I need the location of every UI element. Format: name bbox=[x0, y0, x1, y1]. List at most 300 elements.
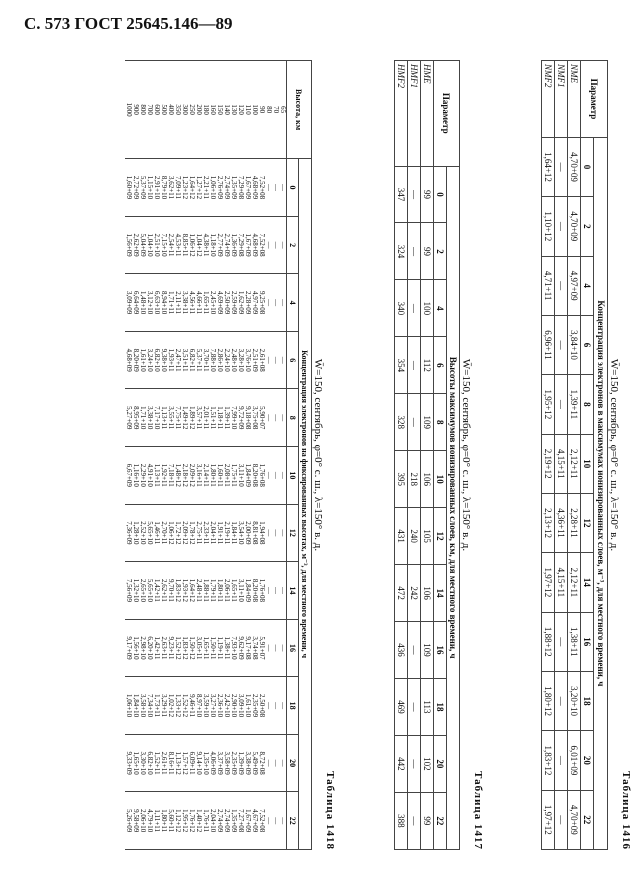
table-cell: 3,58+10 bbox=[139, 677, 146, 735]
table-row bbox=[237, 61, 244, 850]
table-cell: 2,65+10 bbox=[139, 562, 146, 620]
table-row bbox=[542, 61, 555, 850]
table-row bbox=[181, 61, 188, 850]
table-cell: 9,38+10 bbox=[160, 331, 167, 389]
table-cell: 7,09+11 bbox=[174, 159, 181, 217]
table-cell: 1,49+12 bbox=[181, 389, 188, 447]
table-cell: 3,05+11 bbox=[195, 619, 202, 677]
table-row bbox=[195, 61, 202, 850]
table-cell: 2,14+11 bbox=[202, 447, 209, 505]
table-row bbox=[167, 61, 174, 850]
hour-header: 6 bbox=[581, 315, 594, 374]
table-cell: 4,68+09 bbox=[251, 216, 258, 274]
table-cell: 242 bbox=[408, 565, 421, 622]
table-cell: 2,74+09 bbox=[223, 216, 230, 274]
table-cell: 100 bbox=[421, 280, 434, 337]
table-row bbox=[146, 61, 153, 850]
table-row bbox=[568, 61, 581, 850]
table-cell: 1,75+11 bbox=[230, 447, 237, 505]
table-cell: 2,35+09 bbox=[251, 677, 258, 735]
table-cell: 1,67+09 bbox=[244, 792, 251, 850]
table-cell: 112 bbox=[421, 337, 434, 394]
table-cell: 106 bbox=[421, 565, 434, 622]
table-cell: — bbox=[272, 331, 279, 389]
row-label: NMF2 bbox=[542, 61, 555, 138]
table-cell: 4,38+11 bbox=[202, 216, 209, 274]
table-row bbox=[188, 61, 195, 850]
table-cell: — bbox=[408, 394, 421, 451]
table-1417 bbox=[394, 60, 460, 850]
hour-header: 0 bbox=[434, 166, 447, 223]
table-cell: 1,65+11 bbox=[230, 562, 237, 620]
table-cell: 2,50+09 bbox=[223, 274, 230, 332]
table-cell: 2,54+11 bbox=[167, 216, 174, 274]
table-cell: — bbox=[555, 256, 568, 315]
table-cell: 1,12+12 bbox=[174, 792, 181, 850]
table-1416-subtitle: Концентрация электронов в максимумах ионизированных слоев, м⁻³, для местного времени, ч bbox=[594, 137, 608, 849]
table-cell: — bbox=[555, 731, 568, 790]
table-cell: 1,50+12 bbox=[188, 619, 195, 677]
table-cell: 1,32+10 bbox=[132, 562, 139, 620]
table-cell: 240 bbox=[408, 508, 421, 565]
height-label: 140 bbox=[223, 61, 230, 159]
table-cell: 7,52+08 bbox=[258, 159, 265, 217]
table-cell: 2,08+11 bbox=[223, 447, 230, 505]
height-label: 70 bbox=[272, 61, 279, 159]
table-cell: 9,72+09 bbox=[237, 389, 244, 447]
table-cell: 1,84+09 bbox=[244, 447, 251, 505]
hour-header: 16 bbox=[434, 622, 447, 679]
table-cell: — bbox=[265, 389, 272, 447]
table-cell: 2,36+10 bbox=[216, 677, 223, 735]
table-1418 bbox=[125, 60, 312, 850]
table-cell: 1,76+08 bbox=[258, 562, 265, 620]
table-cell: 1,93+11 bbox=[167, 331, 174, 389]
table-cell: 1,95+12 bbox=[181, 792, 188, 850]
table-row bbox=[174, 61, 181, 850]
table-cell: 1,80+12 bbox=[542, 671, 555, 730]
table-cell: — bbox=[279, 389, 287, 447]
table-cell: 7,17+10 bbox=[153, 389, 160, 447]
table-cell: 2,35+09 bbox=[230, 734, 237, 792]
table-cell: 3,57+11 bbox=[195, 389, 202, 447]
table-cell: — bbox=[279, 447, 287, 505]
table-cell: 7,88+10 bbox=[209, 331, 216, 389]
table-cell: 2,86+10 bbox=[216, 331, 223, 389]
table-cell: 5,90+07 bbox=[258, 389, 265, 447]
table-cell: 1,50+11 bbox=[209, 619, 216, 677]
table-cell: 9,17+09 bbox=[125, 619, 132, 677]
height-label: 180 bbox=[202, 61, 209, 159]
height-label: 700 bbox=[146, 61, 153, 159]
table-cell: 1,67+09 bbox=[244, 216, 251, 274]
table-cell: 347 bbox=[395, 166, 408, 223]
hour-header: 8 bbox=[434, 394, 447, 451]
table-cell: — bbox=[265, 159, 272, 217]
table-cell: 4,97+09 bbox=[568, 256, 581, 315]
table-cell: — bbox=[279, 734, 287, 792]
table-cell: — bbox=[265, 447, 272, 505]
table-cell: 2,28+09 bbox=[244, 274, 251, 332]
table-cell: 3,27+10 bbox=[209, 677, 216, 735]
row-label: HMF2 bbox=[395, 61, 408, 167]
table-cell: 1,88+12 bbox=[542, 612, 555, 671]
table-cell: 1,76+12 bbox=[188, 792, 195, 850]
height-label: 120 bbox=[237, 61, 244, 159]
table-cell: — bbox=[555, 137, 568, 196]
table-cell: 3,70+11 bbox=[202, 331, 209, 389]
table-cell: 3,09+10 bbox=[237, 677, 244, 735]
height-label: 500 bbox=[160, 61, 167, 159]
table-1417-title: W̄=150, сентябрь, φ=0° с. ш., λ=150° в. д. bbox=[460, 358, 472, 552]
table-cell: 8,95+09 bbox=[132, 389, 139, 447]
table-cell: 3,51+11 bbox=[181, 331, 188, 389]
table-row bbox=[216, 61, 223, 850]
table-cell: — bbox=[279, 274, 287, 332]
table-cell: 4,68+09 bbox=[125, 331, 132, 389]
table-cell: 472 bbox=[395, 565, 408, 622]
table-cell: 1,06+12 bbox=[188, 216, 195, 274]
table-cell: 2,59+09 bbox=[230, 274, 237, 332]
table-row bbox=[160, 61, 167, 850]
table-cell: 1,64+12 bbox=[188, 562, 195, 620]
table-cell: 2,47+11 bbox=[174, 331, 181, 389]
table-cell: 1,83+12 bbox=[174, 562, 181, 620]
table-cell: — bbox=[279, 619, 287, 677]
table-cell: 99 bbox=[421, 166, 434, 223]
table-cell: 1,57+12 bbox=[181, 734, 188, 792]
table-cell: — bbox=[555, 375, 568, 434]
table-cell: 1,48+10 bbox=[139, 274, 146, 332]
table-1418-block bbox=[125, 60, 336, 850]
height-label: 90 bbox=[258, 61, 265, 159]
table-cell: 2,45+10 bbox=[209, 274, 216, 332]
table-cell: 469 bbox=[395, 678, 408, 735]
table-cell: 1,80+11 bbox=[160, 792, 167, 850]
table-cell: 2,33+11 bbox=[202, 504, 209, 562]
table-cell: 388 bbox=[395, 792, 408, 849]
table-cell: 7,27+08 bbox=[237, 792, 244, 850]
table-cell: 1,15+10 bbox=[146, 159, 153, 217]
table-cell: 4,97+09 bbox=[251, 274, 258, 332]
table-cell: 4,06+09 bbox=[209, 734, 216, 792]
table-cell: 7,56+09 bbox=[125, 562, 132, 620]
table-cell: 395 bbox=[395, 451, 408, 508]
table-cell: — bbox=[408, 622, 421, 679]
hour-header: 2 bbox=[434, 223, 447, 280]
table-cell: 3,75+08 bbox=[251, 389, 258, 447]
table-cell: 1,36+09 bbox=[230, 216, 237, 274]
hour-header: 0 bbox=[287, 159, 299, 217]
hour-header: 16 bbox=[287, 619, 299, 677]
table-cell: 7,52+08 bbox=[258, 216, 265, 274]
table-cell: 8,16+11 bbox=[167, 734, 174, 792]
table-cell: 4,70+09 bbox=[568, 137, 581, 196]
table-cell: — bbox=[555, 197, 568, 256]
table-cell: 1,60+11 bbox=[216, 447, 223, 505]
table-1418-caption: Таблица 1418 bbox=[324, 771, 336, 850]
hour-header: 2 bbox=[581, 197, 594, 256]
table-cell: 1,04+10 bbox=[146, 216, 153, 274]
table-cell: 4,91+10 bbox=[146, 447, 153, 505]
row-label: NMF1 bbox=[555, 61, 568, 138]
table-cell: 7,93+10 bbox=[230, 619, 237, 677]
hour-header-row bbox=[287, 61, 299, 850]
table-cell: 3,76+10 bbox=[244, 331, 251, 389]
table-cell: 2,11+11 bbox=[174, 274, 181, 332]
table-cell: 3,28+10 bbox=[237, 331, 244, 389]
table-cell: 1,52+12 bbox=[174, 619, 181, 677]
table-cell: — bbox=[555, 315, 568, 374]
hour-header-row bbox=[434, 61, 447, 850]
table-cell: 102 bbox=[421, 735, 434, 792]
table-cell: 1,83+12 bbox=[181, 619, 188, 677]
table-row bbox=[251, 61, 258, 850]
table-row bbox=[265, 61, 272, 850]
table-cell: 2,50+08 bbox=[258, 677, 265, 735]
table-cell: 6,82+10 bbox=[146, 734, 153, 792]
param-header: Параметр bbox=[434, 61, 460, 167]
table-cell: — bbox=[408, 792, 421, 849]
height-label: 350 bbox=[174, 61, 181, 159]
table-cell: 109 bbox=[421, 622, 434, 679]
table-cell: 436 bbox=[395, 622, 408, 679]
table-1418-subtitle: Концентрация электронов на фиксированных высотах, м⁻³, для местного времени, ч bbox=[299, 159, 312, 850]
table-cell: 109 bbox=[421, 394, 434, 451]
table-cell: — bbox=[408, 735, 421, 792]
hour-header: 12 bbox=[434, 508, 447, 565]
table-cell: 1,89+12 bbox=[188, 389, 195, 447]
table-cell: 4,79+10 bbox=[146, 792, 153, 850]
table-cell: 1,52+11 bbox=[153, 734, 160, 792]
table-cell: 2,42+10 bbox=[223, 677, 230, 735]
table-cell: 1,18+10 bbox=[209, 216, 216, 274]
row-label: HME bbox=[421, 61, 434, 167]
table-cell: 2,51+10 bbox=[153, 216, 160, 274]
table-cell: 9,62+09 bbox=[237, 619, 244, 677]
table-cell: 3,09+09 bbox=[125, 274, 132, 332]
table-1416 bbox=[541, 60, 608, 850]
table-cell: 1,84+11 bbox=[230, 504, 237, 562]
table-cell: — bbox=[555, 671, 568, 730]
table-cell: 2,18+12 bbox=[181, 447, 188, 505]
table-cell: 2,48+11 bbox=[195, 562, 202, 620]
table-cell: 5,49+09 bbox=[251, 734, 258, 792]
table-cell: — bbox=[279, 504, 287, 562]
hour-header: 12 bbox=[287, 504, 299, 562]
table-cell: 106 bbox=[421, 451, 434, 508]
table-cell: — bbox=[272, 504, 279, 562]
hour-header: 14 bbox=[287, 562, 299, 620]
table-cell: 3,12+10 bbox=[146, 274, 153, 332]
table-cell: 4,70+09 bbox=[568, 790, 581, 849]
hour-header: 8 bbox=[581, 375, 594, 434]
hour-header: 2 bbox=[287, 216, 299, 274]
table-cell: 3,11+10 bbox=[237, 562, 244, 620]
table-cell: 1,97+12 bbox=[542, 553, 555, 612]
table-row bbox=[421, 61, 434, 850]
table-cell: — bbox=[408, 166, 421, 223]
table-cell: 1,39+11 bbox=[568, 375, 581, 434]
hour-header: 10 bbox=[434, 451, 447, 508]
table-cell: 2,61+08 bbox=[258, 331, 265, 389]
table-cell: — bbox=[265, 216, 272, 274]
table-cell: 2,62+11 bbox=[160, 562, 167, 620]
table-cell: 3,38+10 bbox=[146, 389, 153, 447]
table-cell: — bbox=[265, 619, 272, 677]
table-cell: 6,82+11 bbox=[188, 331, 195, 389]
table-cell: 7,18+11 bbox=[167, 447, 174, 505]
table-cell: 9,18+08 bbox=[244, 389, 251, 447]
table-cell: 3,84+10 bbox=[568, 315, 581, 374]
table-cell: 1,51+11 bbox=[209, 389, 216, 447]
table-cell: 8,85+11 bbox=[181, 216, 188, 274]
table-cell: 4,15+11 bbox=[555, 434, 568, 493]
table-cell: 113 bbox=[421, 678, 434, 735]
table-cell: 1,10+12 bbox=[542, 197, 555, 256]
table-cell: — bbox=[272, 619, 279, 677]
height-label: 110 bbox=[244, 61, 251, 159]
table-cell: 5,04+09 bbox=[139, 216, 146, 274]
table-cell: 2,74+09 bbox=[223, 159, 230, 217]
table-cell: 1,61+10 bbox=[244, 677, 251, 735]
table-cell: — bbox=[272, 792, 279, 850]
table-cell: 1,60+09 bbox=[125, 159, 132, 217]
table-cell: 2,12+11 bbox=[568, 434, 581, 493]
table-cell: 6,20+10 bbox=[146, 619, 153, 677]
table-cell: 6,63+10 bbox=[153, 274, 160, 332]
table-cell: 2,76+09 bbox=[216, 159, 223, 217]
table-cell: 1,16+10 bbox=[132, 447, 139, 505]
table-cell: — bbox=[408, 678, 421, 735]
table-cell: 2,74+09 bbox=[223, 792, 230, 850]
table-cell: 5,26+09 bbox=[125, 792, 132, 850]
table-cell: 1,71+10 bbox=[139, 389, 146, 447]
table-cell: 2,72+09 bbox=[132, 159, 139, 217]
table-cell: 7,99+10 bbox=[230, 389, 237, 447]
table-cell: 1,83+12 bbox=[542, 731, 555, 790]
table-cell: 7,34+10 bbox=[146, 677, 153, 735]
table-cell: 1,11+11 bbox=[153, 792, 160, 850]
height-label: 130 bbox=[230, 61, 237, 159]
table-cell: 6,96+11 bbox=[542, 315, 555, 374]
table-cell: — bbox=[272, 216, 279, 274]
table-cell: — bbox=[408, 337, 421, 394]
table-cell: 1,06+10 bbox=[209, 159, 216, 217]
table-cell: 1,02+12 bbox=[167, 677, 174, 735]
table-cell: 5,60+11 bbox=[167, 792, 174, 850]
table-cell: 3,29+11 bbox=[160, 677, 167, 735]
table-row bbox=[395, 61, 408, 850]
table-cell: 6,09+11 bbox=[188, 734, 195, 792]
table-cell: — bbox=[555, 612, 568, 671]
table-cell: 4,70+09 bbox=[568, 197, 581, 256]
height-label: 300 bbox=[181, 61, 188, 159]
table-row bbox=[555, 61, 568, 850]
table-cell: 8,20+08 bbox=[251, 447, 258, 505]
table-cell: 2,98+10 bbox=[139, 619, 146, 677]
table-cell: 6,82+10 bbox=[153, 331, 160, 389]
table-cell: — bbox=[272, 677, 279, 735]
table-row bbox=[272, 61, 279, 850]
hour-header: 22 bbox=[287, 792, 299, 850]
table-cell: 9,33+09 bbox=[125, 734, 132, 792]
hour-header: 20 bbox=[287, 734, 299, 792]
hour-header: 22 bbox=[434, 792, 447, 849]
table-cell: 1,56+10 bbox=[132, 619, 139, 677]
height-label: 65 bbox=[279, 61, 287, 159]
table-cell: 3,55+11 bbox=[167, 389, 174, 447]
table-cell: 9,23+11 bbox=[167, 619, 174, 677]
table-cell: 8,97+10 bbox=[195, 677, 202, 735]
table-cell: 1,33+12 bbox=[174, 677, 181, 735]
table-cell: — bbox=[408, 280, 421, 337]
table-cell: 1,56+09 bbox=[125, 216, 132, 274]
table-cell: 2,06+11 bbox=[223, 562, 230, 620]
table-cell: 4,36+11 bbox=[555, 493, 568, 552]
hour-header: 10 bbox=[287, 447, 299, 505]
table-cell: 1,76+11 bbox=[202, 792, 209, 850]
height-header: Высота, км bbox=[287, 61, 312, 159]
table-cell: 1,94+08 bbox=[258, 504, 265, 562]
hour-header: 14 bbox=[581, 553, 594, 612]
table-cell: — bbox=[555, 790, 568, 849]
table-cell: 3,38+11 bbox=[181, 274, 188, 332]
table-cell: 2,24+10 bbox=[223, 331, 230, 389]
table-cell: 1,67+09 bbox=[244, 159, 251, 217]
table-cell: 3,58+09 bbox=[223, 734, 230, 792]
table-cell: 2,70+11 bbox=[160, 504, 167, 562]
table-cell: 2,48+10 bbox=[230, 331, 237, 389]
hour-header: 22 bbox=[581, 790, 594, 849]
table-cell: 1,65+11 bbox=[202, 274, 209, 332]
table-cell: 1,19+11 bbox=[216, 619, 223, 677]
table-cell: 3,54+10 bbox=[237, 504, 244, 562]
table-cell: 2,09+12 bbox=[181, 504, 188, 562]
table-cell: 7,29+08 bbox=[237, 216, 244, 274]
table-cell: — bbox=[279, 331, 287, 389]
table-cell: — bbox=[272, 447, 279, 505]
table-cell: 1,42+11 bbox=[153, 562, 160, 620]
hour-header: 6 bbox=[287, 331, 299, 389]
table-cell: 3,30+10 bbox=[139, 734, 146, 792]
table-cell: 1,13+11 bbox=[160, 389, 167, 447]
hour-header-row bbox=[581, 61, 594, 850]
table-row bbox=[202, 61, 209, 850]
table-cell: 2,21+11 bbox=[202, 159, 209, 217]
table-cell: 1,39+09 bbox=[237, 734, 244, 792]
height-label: 150 bbox=[216, 61, 223, 159]
table-cell: — bbox=[279, 677, 287, 735]
table-1416-title: W̄=150, сентябрь, φ=0° с. ш., λ=150° в. д. bbox=[608, 358, 620, 552]
table-cell: 5,37+11 bbox=[195, 331, 202, 389]
table-cell: 9,25+08 bbox=[258, 274, 265, 332]
table-row bbox=[125, 61, 132, 850]
table-cell: 1,06+10 bbox=[125, 677, 132, 735]
table-row bbox=[408, 61, 421, 850]
table-cell: 7,75+11 bbox=[174, 389, 181, 447]
table-cell: 4,15+11 bbox=[555, 553, 568, 612]
table-cell: — bbox=[272, 274, 279, 332]
table-1418-title: W̄=150, сентябрь, φ=0° с. ш., λ=150° в. д. bbox=[312, 358, 324, 552]
table-cell: 7,36+09 bbox=[125, 504, 132, 562]
table-cell: 1,97+12 bbox=[542, 790, 555, 849]
table-cell: 4,69+09 bbox=[216, 274, 223, 332]
table-cell: — bbox=[272, 562, 279, 620]
table-cell: 2,06+10 bbox=[139, 792, 146, 850]
table-cell: 3,38+09 bbox=[244, 734, 251, 792]
table-row bbox=[258, 61, 265, 850]
